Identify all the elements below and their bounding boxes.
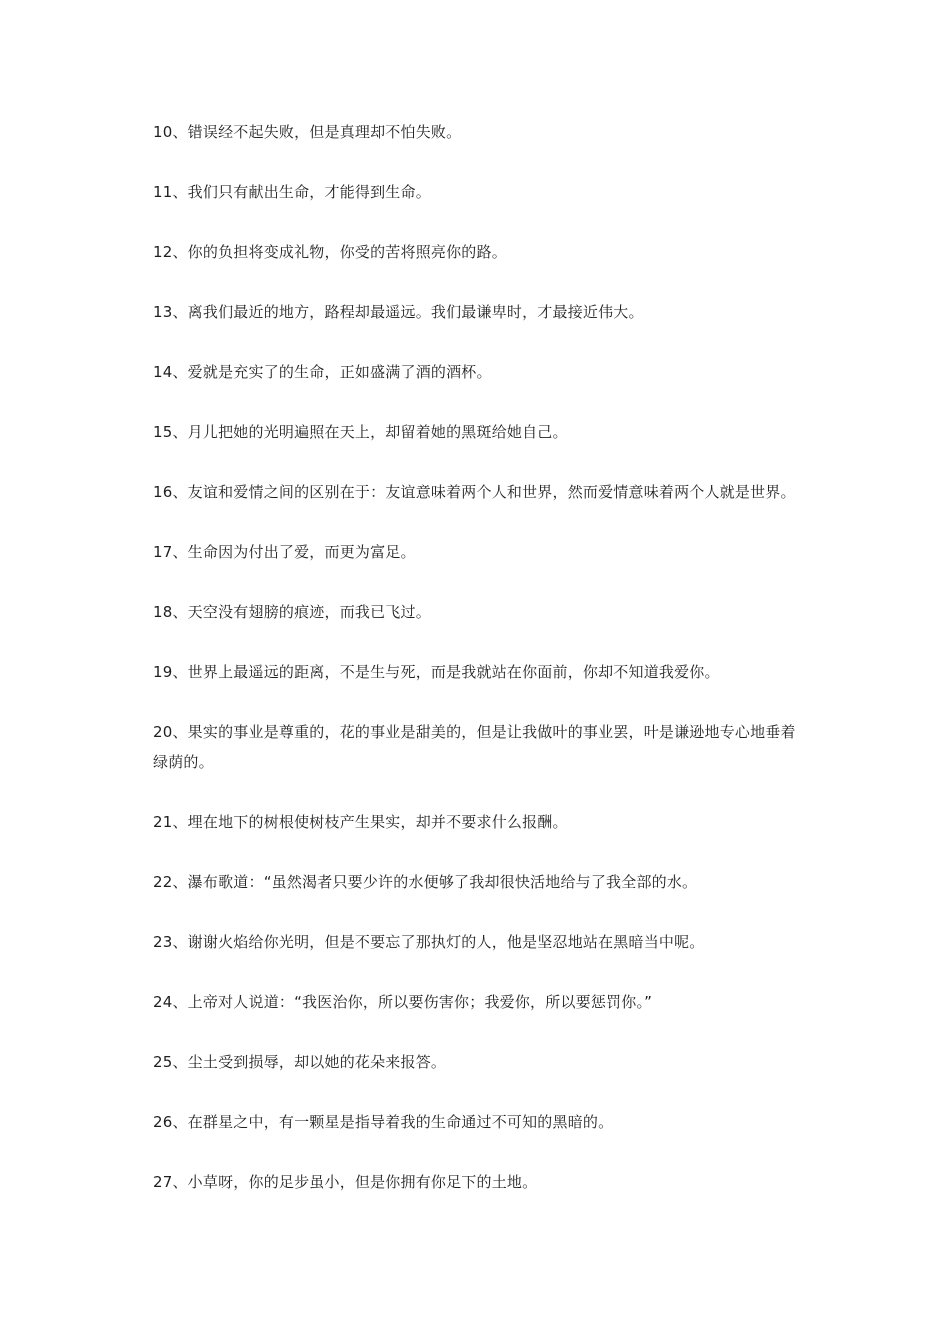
quote-item: 14、爱就是充实了的生命，正如盛满了酒的酒杯。 (153, 363, 492, 381)
quote-item: 19、世界上最遥远的距离，不是生与死，而是我就站在你面前，你却不知道我爱你。 (153, 663, 720, 681)
quote-item: 24、上帝对人说道：“我医治你，所以要伤害你；我爱你，所以要惩罚你。” (153, 993, 653, 1011)
quote-item: 17、生命因为付出了爱，而更为富足。 (153, 543, 416, 561)
quote-item: 16、友谊和爱情之间的区别在于：友谊意味着两个人和世界，然而爱情意味着两个人就是世界。 (153, 483, 796, 501)
quote-item: 11、我们只有献出生命，才能得到生命。 (153, 183, 431, 201)
quote-item: 18、天空没有翅膀的痕迹，而我已飞过。 (153, 603, 431, 621)
quote-item: 27、小草呀，你的足步虽小，但是你拥有你足下的土地。 (153, 1173, 538, 1191)
quote-list (153, 117, 803, 1227)
quote-item: 25、尘土受到损辱，却以她的花朵来报答。 (153, 1053, 447, 1071)
quote-item: 26、在群星之中，有一颗星是指导着我的生命通过不可知的黑暗的。 (153, 1113, 614, 1131)
quote-item: 20、果实的事业是尊重的，花的事业是甜美的，但是让我做叶的事业罢，叶是谦逊地专心地垂着绿荫的。 (153, 723, 796, 771)
quote-item: 23、谢谢火焰给你光明，但是不要忘了那执灯的人，他是坚忍地站在黑暗当中呢。 (153, 933, 705, 951)
quote-item: 22、瀑布歌道：“虽然渴者只要少许的水便够了我却很快活地给与了我全部的水。 (153, 873, 698, 891)
quote-item: 21、埋在地下的树根使树枝产生果实，却并不要求什么报酬。 (153, 813, 568, 831)
quote-item: 10、错误经不起失败，但是真理却不怕失败。 (153, 123, 462, 141)
quote-item: 13、离我们最近的地方，路程却最遥远。我们最谦卑时，才最接近伟大。 (153, 303, 644, 321)
quote-item: 12、你的负担将变成礼物，你受的苦将照亮你的路。 (153, 243, 507, 261)
quote-item: 15、月儿把她的光明遍照在天上，却留着她的黑斑给她自己。 (153, 423, 568, 441)
